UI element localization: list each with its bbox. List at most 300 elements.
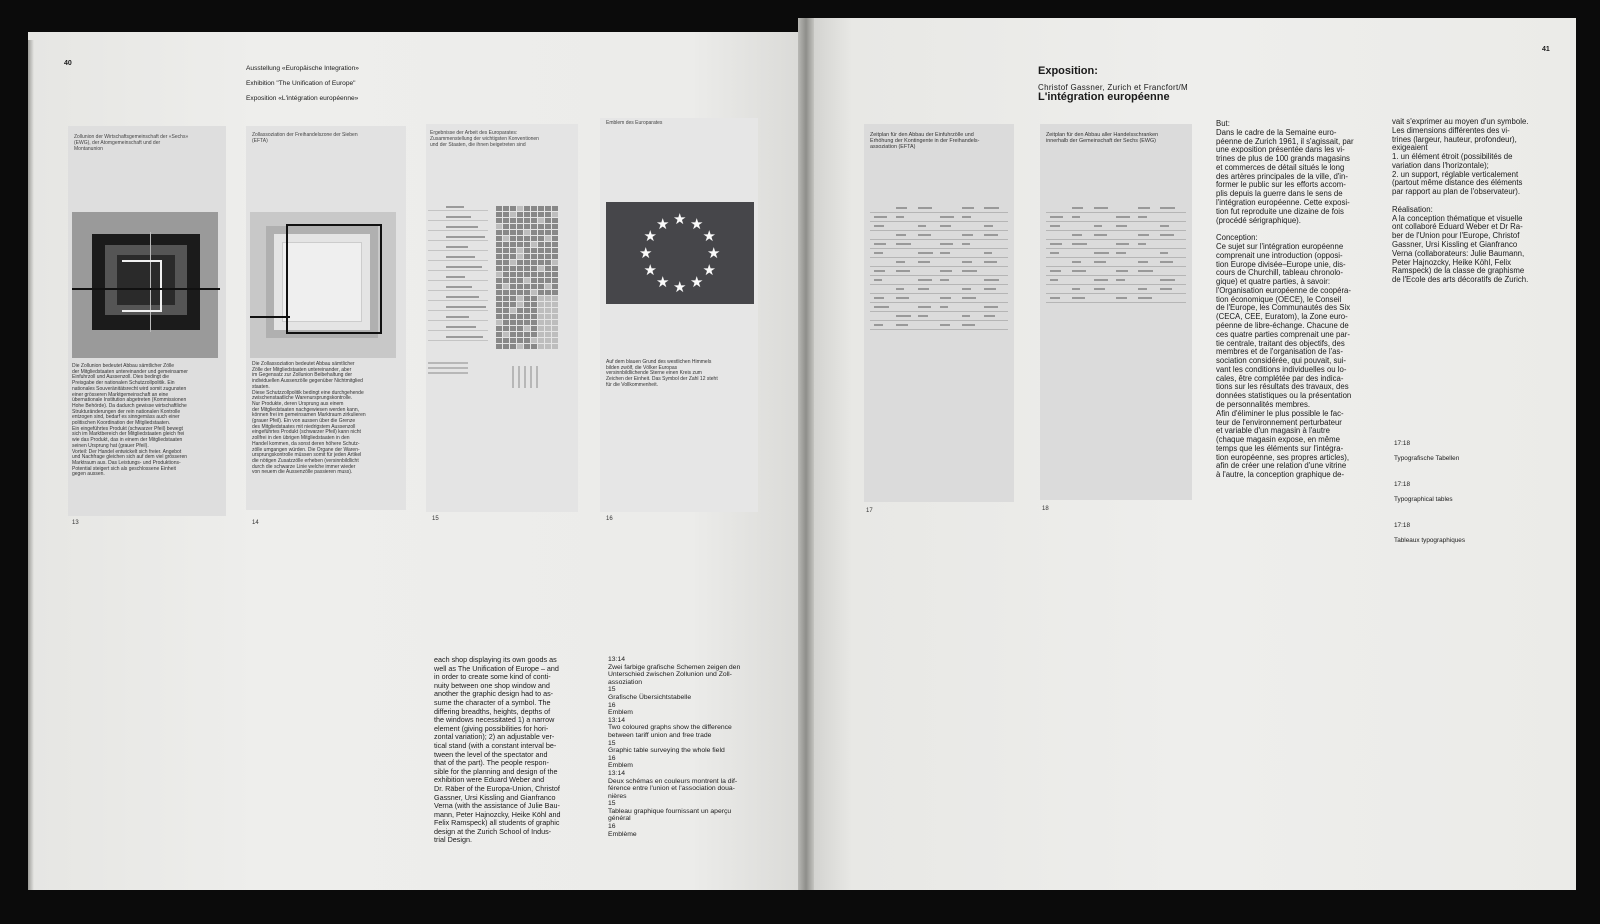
grid-cell	[503, 224, 509, 229]
table-mark	[962, 297, 976, 299]
table-mark	[1050, 243, 1062, 245]
table-mark	[940, 243, 953, 245]
table-rule	[870, 311, 1008, 312]
grid-cell	[503, 314, 509, 319]
grid-cell	[524, 302, 530, 307]
table-mark	[984, 306, 998, 308]
table-mark	[1116, 297, 1127, 299]
table-mark	[896, 288, 904, 290]
convention-row-rule	[428, 290, 488, 291]
grid-cell	[552, 260, 558, 265]
convention-row-mark	[446, 266, 482, 268]
grid-cell	[517, 320, 523, 325]
table-mark	[1138, 234, 1149, 236]
legend-mark	[536, 366, 538, 388]
grid-cell	[531, 284, 537, 289]
grid-cell	[496, 260, 502, 265]
table-mark	[1050, 297, 1060, 299]
grid-cell	[510, 212, 516, 217]
french-text-column-2: vait s'exprimer au moyen d'un symbole. Les dimensions différentes des vi- trines (largeur, hauteur, profondeur), exigeaient 1. un élément étroit (possibilités de variation dans l'horizontale); 2. un support, réglable verticalement (partout même distance des éléments par rapport au plan de l'observateur). Réalisation: A la conception thématique et visuelle ont collaboré Eduard Weber et Dr Ra- ber de l'Union pour l'Europe, Christof Gassner, Ursi Kissling et Gianfranco Verna (collaborateurs: Julie Baumann, Peter Hajnozcky, Heike Köhl, Felix Ramspeck) de la classe de graphisme de l'Ecole des arts décoratifs de Zurich.	[1392, 117, 1529, 285]
table-rule	[870, 221, 1008, 222]
figure-17-panel	[864, 124, 1014, 502]
grid-cell	[545, 212, 551, 217]
grid-cell	[531, 308, 537, 313]
grid-cell	[503, 242, 509, 247]
grid-cell	[510, 344, 516, 349]
grid-cell	[552, 296, 558, 301]
table-mark	[1160, 252, 1168, 254]
grid-cell	[552, 230, 558, 235]
convention-row-rule	[428, 330, 488, 331]
header-line-en: Exhibition "The Unification of Europe"	[246, 79, 356, 87]
grid-cell	[531, 248, 537, 253]
grid-cell	[517, 290, 523, 295]
grid-cell	[510, 338, 516, 343]
grid-cell	[517, 230, 523, 235]
grid-cell	[510, 308, 516, 313]
table-mark	[1094, 207, 1108, 209]
grid-cell	[538, 218, 544, 223]
table-mark	[1138, 297, 1152, 299]
grid-cell	[510, 218, 516, 223]
table-mark	[918, 306, 931, 308]
grid-cell	[545, 338, 551, 343]
grid-cell	[503, 278, 509, 283]
grid-cell	[545, 320, 551, 325]
grid-cell	[552, 290, 558, 295]
page-number-right: 41	[1542, 46, 1550, 53]
grid-cell	[503, 248, 509, 253]
convention-row-mark	[446, 216, 471, 218]
table-rule	[870, 230, 1008, 231]
table-mark	[896, 270, 910, 272]
table-rule	[870, 257, 1008, 258]
convention-row-rule	[428, 340, 488, 341]
table-rule	[1046, 257, 1186, 258]
grid-cell	[552, 212, 558, 217]
convention-row-mark	[446, 276, 465, 278]
grid-cell	[510, 230, 516, 235]
eec-schedule-table	[1046, 198, 1186, 458]
table-mark	[1160, 261, 1173, 263]
grid-cell	[496, 254, 502, 259]
legend-ref: 17:18	[1394, 440, 1410, 448]
table-mark	[962, 261, 972, 263]
flag-star-icon: ★	[702, 262, 716, 279]
table-mark	[896, 324, 908, 326]
grid-cell	[503, 272, 509, 277]
grid-cell	[545, 290, 551, 295]
free-trade-diagram	[250, 212, 396, 358]
tariff-union-diagram	[72, 212, 218, 358]
table-mark	[1094, 288, 1105, 290]
table-mark	[896, 216, 904, 218]
grid-cell	[545, 284, 551, 289]
table-mark	[896, 243, 911, 245]
table-mark	[918, 261, 930, 263]
table-rule	[870, 293, 1008, 294]
grid-cell	[531, 212, 537, 217]
grid-cell	[538, 332, 544, 337]
table-mark	[1050, 279, 1058, 281]
grid-cell	[496, 332, 502, 337]
table-mark	[1138, 216, 1147, 218]
grid-cell	[552, 236, 558, 241]
table-rule	[1046, 221, 1186, 222]
grid-cell	[538, 248, 544, 253]
grid-cell	[503, 308, 509, 313]
grid-cell	[510, 296, 516, 301]
table-mark	[874, 324, 883, 326]
grid-cell	[545, 272, 551, 277]
table-mark	[1050, 216, 1063, 218]
table-mark	[940, 306, 948, 308]
grid-cell	[538, 242, 544, 247]
table-mark	[1160, 207, 1175, 209]
convention-row-rule	[428, 320, 488, 321]
table-mark	[984, 315, 995, 317]
grid-cell	[545, 260, 551, 265]
grid-cell	[524, 236, 530, 241]
grid-cell	[503, 344, 509, 349]
grid-cell	[524, 212, 530, 217]
grid-cell	[496, 230, 502, 235]
convention-row-rule	[428, 280, 488, 281]
grid-cell	[545, 224, 551, 229]
grid-cell	[531, 242, 537, 247]
table-mark	[1116, 252, 1126, 254]
diagram-black-arrow	[72, 288, 220, 290]
convention-row-rule	[428, 220, 488, 221]
page-edge-shadow	[28, 40, 34, 890]
grid-cell	[510, 224, 516, 229]
grid-cell	[517, 314, 523, 319]
grid-cell	[545, 236, 551, 241]
table-mark	[874, 216, 887, 218]
grid-cell	[538, 314, 544, 319]
figure-17-caption: Zeitplan für den Abbau der Einfuhrzölle und Erhöhung der Kontingente in der Freihandels- assoziation (EFTA)	[870, 132, 980, 150]
conventions-legend	[428, 362, 568, 392]
grid-cell	[552, 266, 558, 271]
grid-cell	[503, 260, 509, 265]
grid-cell	[517, 308, 523, 313]
diagram-white-spiral	[122, 260, 162, 312]
grid-cell	[524, 278, 530, 283]
grid-cell	[503, 338, 509, 343]
grid-cell	[524, 218, 530, 223]
header-line-fr: Exposition «L'intégration européenne»	[246, 94, 359, 102]
grid-cell	[552, 308, 558, 313]
figure-15-number: 15	[432, 516, 439, 522]
grid-cell	[503, 218, 509, 223]
flag-star-icon: ★	[707, 245, 721, 262]
table-rule	[1046, 293, 1186, 294]
grid-cell	[531, 302, 537, 307]
grid-cell	[503, 320, 509, 325]
figure-13-panel	[68, 126, 226, 516]
grid-cell	[503, 326, 509, 331]
flag-star-icon: ★	[673, 211, 687, 228]
grid-cell	[552, 344, 558, 349]
table-rule	[870, 212, 1008, 213]
convention-row-mark	[446, 206, 464, 208]
grid-cell	[538, 296, 544, 301]
grid-cell	[524, 320, 530, 325]
table-rule	[1046, 248, 1186, 249]
grid-cell	[524, 344, 530, 349]
grid-cell	[510, 236, 516, 241]
grid-cell	[517, 326, 523, 331]
table-mark	[962, 315, 970, 317]
grid-cell	[510, 326, 516, 331]
grid-cell	[531, 326, 537, 331]
grid-cell	[531, 314, 537, 319]
grid-cell	[545, 344, 551, 349]
grid-cell	[552, 332, 558, 337]
table-mark	[940, 324, 950, 326]
grid-cell	[538, 266, 544, 271]
grid-cell	[531, 338, 537, 343]
table-mark	[918, 288, 929, 290]
grid-cell	[538, 344, 544, 349]
table-rule	[870, 329, 1008, 330]
grid-cell	[510, 206, 516, 211]
table-mark	[1116, 243, 1129, 245]
grid-cell	[524, 338, 530, 343]
figure-13-text: Die Zollunion bedeutet Abbau sämtlicher Zölle der Mitgliedstaaten untereinander und gemeinsamer Einfuhrzoll und Aussenzoll. Dies bedingt die Preisgabe der nationalen Schutzzollpolitik. Ein nationales Souveränitätsrecht wird somit zugunsten einer grösseren Marktgemeinschaft an eine übernationale Institution abgetreten (Kommissionen Hohe Behörde). Da dadurch gewisse wirtschaftliche Strukturänderungen der rein nationalen Kontrolle entzogen sind, bedarf es sinngemäss auch einer politischen Koordination der Mitgliedstaaten. Ein eingeführtes Produkt (schwarzer Pfeil) bewegt sich im Marktbereich der Mitgliedstaaten gleich frei wie das Produkt, das in einem der Mitgliedstaaten seinen Ursprung hat (grauer Pfeil). Vorteil: Der Handel entwickelt sich freier. Angebot und Nachfrage gleichen sich auf dem viel grösseren Marktraum aus. Das Leistungs- und Produktions- Potential steigert sich als geschlossene Einheit gegen aussen.	[72, 363, 188, 478]
grid-cell	[496, 320, 502, 325]
grid-cell	[510, 242, 516, 247]
figure-15-caption: Ergebnisse der Arbeit des Europarates: Zusammenstellung der wichtigsten Konventionen und der Staaten, die ihnen beigetreten sind	[430, 130, 539, 148]
table-rule	[1046, 284, 1186, 285]
table-mark	[984, 234, 998, 236]
grid-cell	[545, 206, 551, 211]
grid-cell	[538, 224, 544, 229]
table-mark	[984, 207, 999, 209]
grid-cell	[517, 236, 523, 241]
grid-cell	[524, 308, 530, 313]
convention-row-mark	[446, 286, 472, 288]
table-mark	[918, 234, 931, 236]
grid-cell	[545, 242, 551, 247]
table-mark	[896, 234, 906, 236]
grid-cell	[517, 212, 523, 217]
table-mark	[962, 324, 975, 326]
grid-cell	[524, 284, 530, 289]
grid-cell	[552, 278, 558, 283]
figure-14-number: 14	[252, 520, 259, 526]
article-title-line2: L'intégration européenne	[1038, 91, 1170, 103]
french-text-column-1: But: Dans le cadre de la Semaine euro- péenne de Zurich 1961, il s'agissait, par une exposition présentée dans les vi- trines de plus de 100 grands magasins et commerces de détail situés le long des artères principales de la ville, d'in- former le public sur les efforts accom- plis depuis la guerre dans le sens de l'intégration européenne. Cette exposi- tion fut reproduite une dizaine de fois (procédé sérigraphique). Conception: Ce sujet sur l'intégration européenne comprenait une introduction (opposi- tion Europe divisée–Europe unie, dis- cours de Churchill, tableau chronolo- gique) et quatre parties, à savoir: l'Organisation européenne de coopéra- tion économique (OECE), le Conseil de l'Europe, les Communautés des Six (CECA, CEE, Euratom), la Zone euro- péenne de libre-échange. Chacune de ces quatre parties comprenait une par- tie centrale, traitant des objectifs, des membres et de l'organisation de l'as- sociation considérée, qui pouvait, sui- vant les conditions individuelles ou lo- cales, être complétée par des indica- tions sur les résultats des travaux, des données statistiques ou la présentation de personnalités membres. Afin d'éliminer le plus possible le fac- teur de l'environnement perturbateur et variable d'un magasin à l'autre (chaque magasin expose, en même temps que les éléments sur l'intégra- tion européenne, ses propres articles), afin de créer une relation d'une vitrine à l'autre, la conception graphique de-	[1216, 119, 1354, 480]
grid-cell	[531, 278, 537, 283]
grid-cell	[510, 290, 516, 295]
figure-17-number: 17	[866, 508, 873, 514]
grid-cell	[510, 284, 516, 289]
legend-en: Typographical tables	[1394, 496, 1453, 504]
table-mark	[874, 297, 884, 299]
grid-cell	[552, 302, 558, 307]
book-gutter	[798, 18, 814, 890]
grid-cell	[524, 260, 530, 265]
table-mark	[918, 279, 932, 281]
grid-cell	[517, 224, 523, 229]
grid-cell	[545, 308, 551, 313]
grid-cell	[524, 314, 530, 319]
table-rule	[1046, 212, 1186, 213]
grid-cell	[552, 242, 558, 247]
grid-cell	[552, 314, 558, 319]
grid-cell	[496, 278, 502, 283]
grid-cell	[545, 248, 551, 253]
table-mark	[962, 234, 973, 236]
table-mark	[1050, 270, 1061, 272]
member-state-grid	[496, 206, 558, 349]
grid-cell	[531, 296, 537, 301]
grid-cell	[531, 236, 537, 241]
table-rule	[870, 248, 1008, 249]
table-mark	[918, 315, 928, 317]
table-mark	[962, 288, 971, 290]
table-rule	[1046, 239, 1186, 240]
grid-cell	[531, 254, 537, 259]
grid-cell	[510, 320, 516, 325]
table-mark	[1072, 216, 1080, 218]
diagram-spiral-start	[122, 260, 132, 262]
flag-star-icon: ★	[643, 228, 657, 245]
grid-cell	[510, 302, 516, 307]
grid-cell	[531, 332, 537, 337]
grid-cell	[517, 206, 523, 211]
english-article-text: each shop displaying its own goods as well as The Unification of Europe – and in order to create some kind of conti- nuity between one shop window and another the graphic design had to as- sume the character of a symbol. The differing breadths, heights, depths of the windows necessitated 1) a narrow element (giving possibilities for hori- zontal variation); 2) an adjustable ver- tical stand (with a constant interval be- tween the level of the spectator and that of the part). The people respon- sible for the planning and design of the exhibition were Eduard Weber and Dr. Räber of the Europa-Union, Christof Gassner, Ursi Kissling and Gianfranco Verna (with the assistance of Julie Bau- mann, Peter Hajnozcky, Heike Köhl and Felix Ramspeck) all students of graphic design at the Zurich School of Indus- trial Design.	[434, 655, 561, 845]
grid-cell	[524, 206, 530, 211]
grid-cell	[545, 254, 551, 259]
legend-de: Typografische Tabellen	[1394, 455, 1460, 463]
convention-row-rule	[428, 260, 488, 261]
table-mark	[874, 225, 884, 227]
table-mark	[1050, 252, 1059, 254]
grid-cell	[524, 230, 530, 235]
grid-cell	[510, 260, 516, 265]
legend-mark	[518, 366, 520, 388]
grid-cell	[552, 338, 558, 343]
table-rule	[1046, 230, 1186, 231]
table-mark	[918, 225, 926, 227]
grid-cell	[496, 224, 502, 229]
flag-star-icon: ★	[690, 215, 704, 233]
grid-cell	[517, 266, 523, 271]
grid-cell	[496, 308, 502, 313]
table-mark	[874, 306, 889, 308]
legend-mark	[512, 366, 514, 388]
grid-cell	[496, 218, 502, 223]
legend-mark	[530, 366, 532, 388]
table-mark	[1094, 234, 1107, 236]
table-mark	[940, 216, 954, 218]
grid-cell	[545, 266, 551, 271]
grid-cell	[552, 320, 558, 325]
header-line-de: Ausstellung «Europäische Integration»	[246, 64, 359, 72]
grid-cell	[524, 332, 530, 337]
grid-cell	[524, 242, 530, 247]
grid-cell	[510, 332, 516, 337]
convention-row-mark	[446, 306, 486, 308]
conventions-list	[428, 204, 490, 354]
table-mark	[1138, 261, 1148, 263]
legend-fr: Tableaux typographiques	[1394, 537, 1466, 545]
table-mark	[962, 216, 971, 218]
table-mark	[874, 243, 886, 245]
grid-cell	[517, 344, 523, 349]
grid-cell	[531, 266, 537, 271]
table-rule	[1046, 302, 1186, 303]
grid-cell	[552, 218, 558, 223]
grid-cell	[538, 338, 544, 343]
exhibition-header	[246, 57, 359, 110]
table-mark	[896, 315, 911, 317]
legend-mark	[428, 367, 468, 369]
grid-cell	[538, 326, 544, 331]
convention-row-mark	[446, 236, 485, 238]
table-mark	[1094, 225, 1102, 227]
table-rule	[870, 239, 1008, 240]
grid-cell	[531, 230, 537, 235]
grid-cell	[545, 332, 551, 337]
grid-cell	[552, 254, 558, 259]
grid-cell	[496, 212, 502, 217]
table-mark	[940, 279, 949, 281]
figure-18-panel	[1040, 124, 1192, 500]
table-mark	[984, 225, 993, 227]
table-mark	[874, 270, 885, 272]
grid-cell	[517, 278, 523, 283]
table-mark	[1072, 207, 1083, 209]
figure-13-number: 13	[72, 520, 79, 526]
figure-14-text: Die Zollassoziation bedeutet Abbau sämtlicher Zölle der Mitgliedstaaten untereinander, aber im Gegensatz zur Zollunion Beibehaltung der individuellen Aussenzölle gegenüber Nichtmitglied staaten. Diese Schutzzollpolitik bedingt eine durchgehende zwischenstaatliche Warenursprungskontrolle. Nur Produkte, deren Ursprung aus einem der Mitgliedstaaten nachgewiesen werden kann, können frei im gemeinsamen Marktraum zirkulieren (grauer Pfeil). Ein von aussen über die Grenze des Mitgliedstaates mit niedrigstem Aussenzoll eingeführtes Produkt (schwarzer Pfeil) kann nicht zollfrei in den übrigen Mitgliedstaaten in den Handel kommen, da sonst deren höhere Schutz- zölle umgangen würden. Die Organe der Waren- ursprungskontrolle müssen somit für jeden Artikel die nötigen Zusatzzölle erheben (versinnbildlicht durch die schwarze Linie welche immer wieder von neuem die Aussenzölle passieren muss).	[252, 361, 366, 476]
grid-cell	[545, 230, 551, 235]
grid-cell	[531, 272, 537, 277]
grid-cell	[510, 314, 516, 319]
grid-cell	[524, 266, 530, 271]
grid-cell	[510, 248, 516, 253]
table-mark	[962, 270, 977, 272]
table-mark	[1072, 261, 1081, 263]
table-rule	[870, 284, 1008, 285]
grid-cell	[531, 260, 537, 265]
grid-cell	[503, 254, 509, 259]
table-mark	[940, 297, 951, 299]
grid-cell	[538, 284, 544, 289]
grid-cell	[545, 278, 551, 283]
grid-cell	[552, 224, 558, 229]
grid-cell	[503, 266, 509, 271]
figure-18-caption: Zeitplan für den Abbau aller Handelsschranken innerhalb der Gemeinschaft der Sechs (EWG)	[1046, 132, 1159, 144]
figure-16-panel	[600, 118, 758, 512]
table-mark	[1072, 234, 1082, 236]
grid-cell	[496, 290, 502, 295]
table-rule	[870, 302, 1008, 303]
legend-ref: 17:18	[1394, 522, 1410, 530]
grid-cell	[496, 314, 502, 319]
grid-cell	[545, 218, 551, 223]
grid-cell	[538, 290, 544, 295]
convention-row-mark	[446, 296, 479, 298]
grid-cell	[503, 230, 509, 235]
grid-cell	[510, 278, 516, 283]
table-mark	[984, 252, 992, 254]
table-mark	[1160, 279, 1175, 281]
grid-cell	[524, 224, 530, 229]
table-mark	[896, 261, 905, 263]
